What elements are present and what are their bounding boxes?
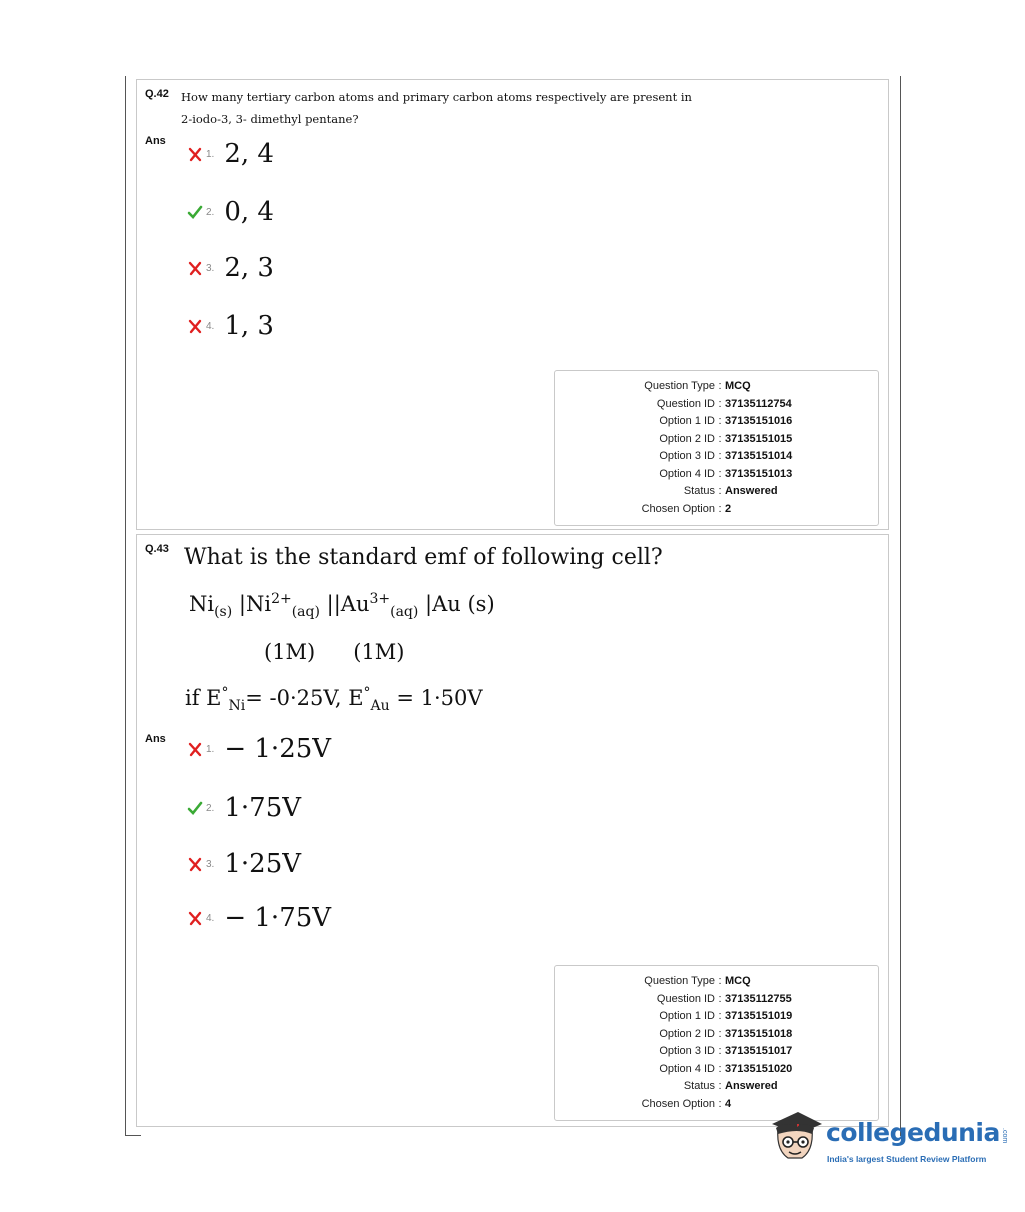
cross-icon [187, 741, 203, 757]
electrode-potentials: if $E^\circ_{Ni}= -0\cdot 25V$, $E^\circ_{Au} = 1\cdot 50V$ [185, 685, 483, 715]
meta-row: Option 4 ID : 37135151013 [659, 467, 793, 480]
option-1[interactable]: 1. 2, 4 [187, 138, 274, 170]
bottom-border-line [125, 1135, 141, 1136]
question-42-box [136, 79, 889, 530]
meta-row: Status : Answered [683, 485, 778, 497]
cell-notation: $Ni_{(s)}$ $|Ni^{2+}_{(aq)}$ $||Au^{3+}_{(aq)}$ |Au (s) [189, 591, 495, 621]
cross-icon [187, 910, 203, 926]
cross-icon [187, 318, 203, 334]
meta-row: Chosen Option : 2 [641, 502, 732, 515]
meta-row: Status : Answered [683, 1080, 778, 1092]
meta-row: Option 3 ID : 37135151017 [659, 1045, 793, 1057]
left-border-line [125, 76, 126, 1136]
mascot-icon [768, 1106, 824, 1170]
meta-row: Option 2 ID : 37135151018 [659, 1027, 793, 1040]
option-4[interactable]: 4. 1, 3 [187, 310, 274, 342]
option-1[interactable]: 1. − 1·25V [187, 733, 331, 765]
meta-row: Option 4 ID : 37135151020 [659, 1062, 793, 1075]
meta-row: Option 2 ID : 37135151015 [659, 432, 793, 445]
cross-icon [187, 856, 203, 872]
question-meta-panel [554, 965, 879, 1121]
meta-row: Option 1 ID : 37135151016 [659, 415, 793, 427]
question-text: How many tertiary carbon atoms and primary carbon atoms respectively are present in 2-iodo-3, 3- dimethyl pentane? [181, 90, 692, 126]
question-meta-panel [554, 370, 879, 526]
meta-row: Option 1 ID : 37135151019 [659, 1010, 793, 1022]
question-number: Q.43 [145, 543, 169, 555]
check-icon [187, 204, 203, 220]
question-text: What is the standard emf of following cell? [184, 545, 663, 570]
collegedunia-logo[interactable] [768, 1106, 1008, 1176]
cross-icon [187, 146, 203, 162]
logo-tagline: India's largest Student Review Platform [827, 1154, 987, 1164]
option-2[interactable]: 2. 0, 4 [187, 196, 274, 228]
meta-row: Option 3 ID : 37135151014 [659, 450, 793, 462]
concentrations: (1M) (1M) [264, 640, 405, 664]
meta-row: Question ID : 37135112754 [656, 397, 792, 410]
option-3[interactable]: 3. 2, 3 [187, 252, 274, 284]
meta-row: Question Type : MCQ [644, 380, 751, 392]
meta-row: Chosen Option : 4 [641, 1097, 732, 1110]
question-number: Q.42 [145, 88, 169, 100]
check-icon [187, 800, 203, 816]
logo-wordmark: collegedunia .com [826, 1118, 1008, 1147]
right-border-line [900, 76, 901, 1136]
option-3[interactable]: 3. 1·25V [187, 848, 301, 880]
ans-label: Ans [145, 733, 166, 745]
option-4[interactable]: 4. − 1·75V [187, 902, 331, 934]
ans-label: Ans [145, 135, 166, 147]
question-43-box [136, 534, 889, 1127]
meta-row: Question ID : 37135112755 [656, 992, 792, 1005]
meta-row: Question Type : MCQ [644, 975, 751, 987]
option-2[interactable]: 2. 1·75V [187, 792, 301, 824]
cross-icon [187, 260, 203, 276]
